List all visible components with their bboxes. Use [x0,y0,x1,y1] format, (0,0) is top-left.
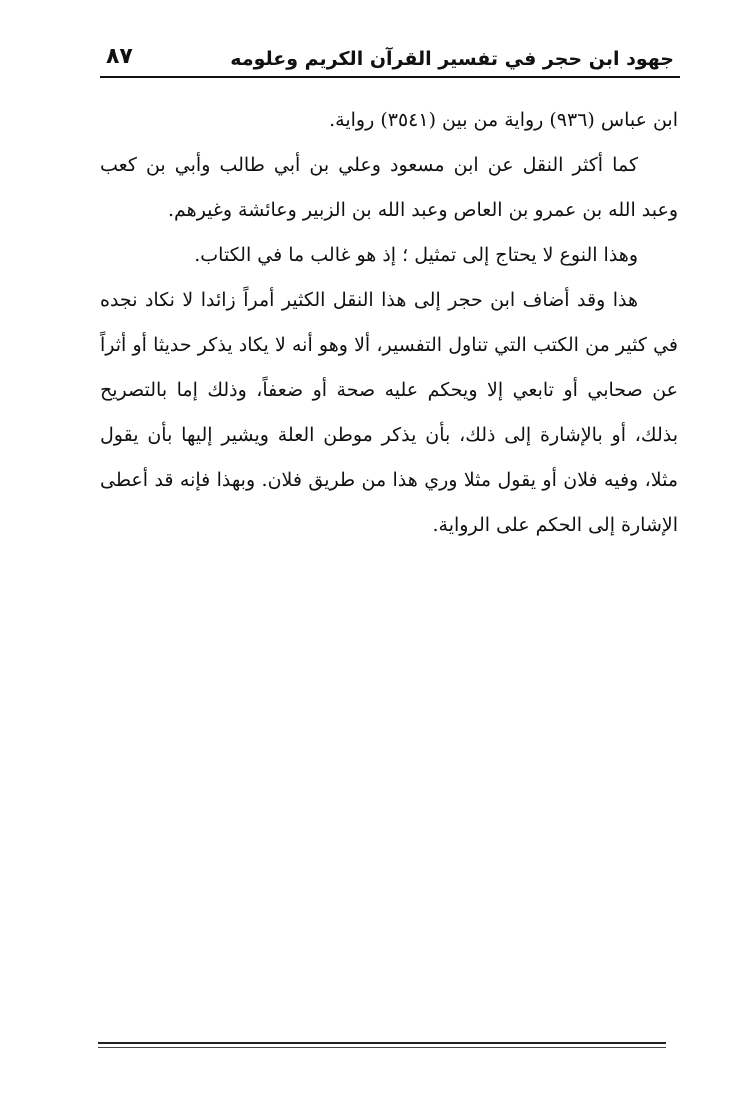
footnote-separator-rule [98,1042,666,1048]
page-body [100,98,678,548]
paragraph: كما أكثر النقل عن ابن مسعود وعلي بن أبي طالب وأبي بن كعب وعبد الله بن عمرو بن العاص وعبد الله بن الزبير وعائشة وغيرهم. [100,154,678,221]
paragraph: وهذا النوع لا يحتاج إلى تمثيل ؛ إذ هو غالب ما في الكتاب. [194,244,638,266]
page-header [100,38,680,78]
paragraph-continuation: ابن عباس (٩٣٦) رواية من بين (٣٥٤١) رواية. [329,109,678,131]
paragraph: هذا وقد أضاف ابن حجر إلى هذا النقل الكثير أمراً زائدا لا نكاد نجده في كثير من الكتب التي تناول التفسير، ألا وهو أنه لا يكاد يذكر حديثا أو أثراً عن صحابي أو تابعي إلا ويحكم عليه صحة أو ضعفاً، وذلك إما بالتصريح بذلك، أو بالإشارة إلى ذلك، بأن يذكر موطن العلة ويشير إليها بأن يقول مثلا، وفيه فلان أو يقول مثلا وري هذا من طريق فلان. وبهذا فإنه قد أعطى الإشارة إلى الحكم على الرواية. [100,289,678,536]
page-number: ٨٧ [106,44,133,69]
header-rule [100,76,680,78]
running-title: جهود ابن حجر في تفسير القرآن الكريم وعلومه [230,48,674,70]
